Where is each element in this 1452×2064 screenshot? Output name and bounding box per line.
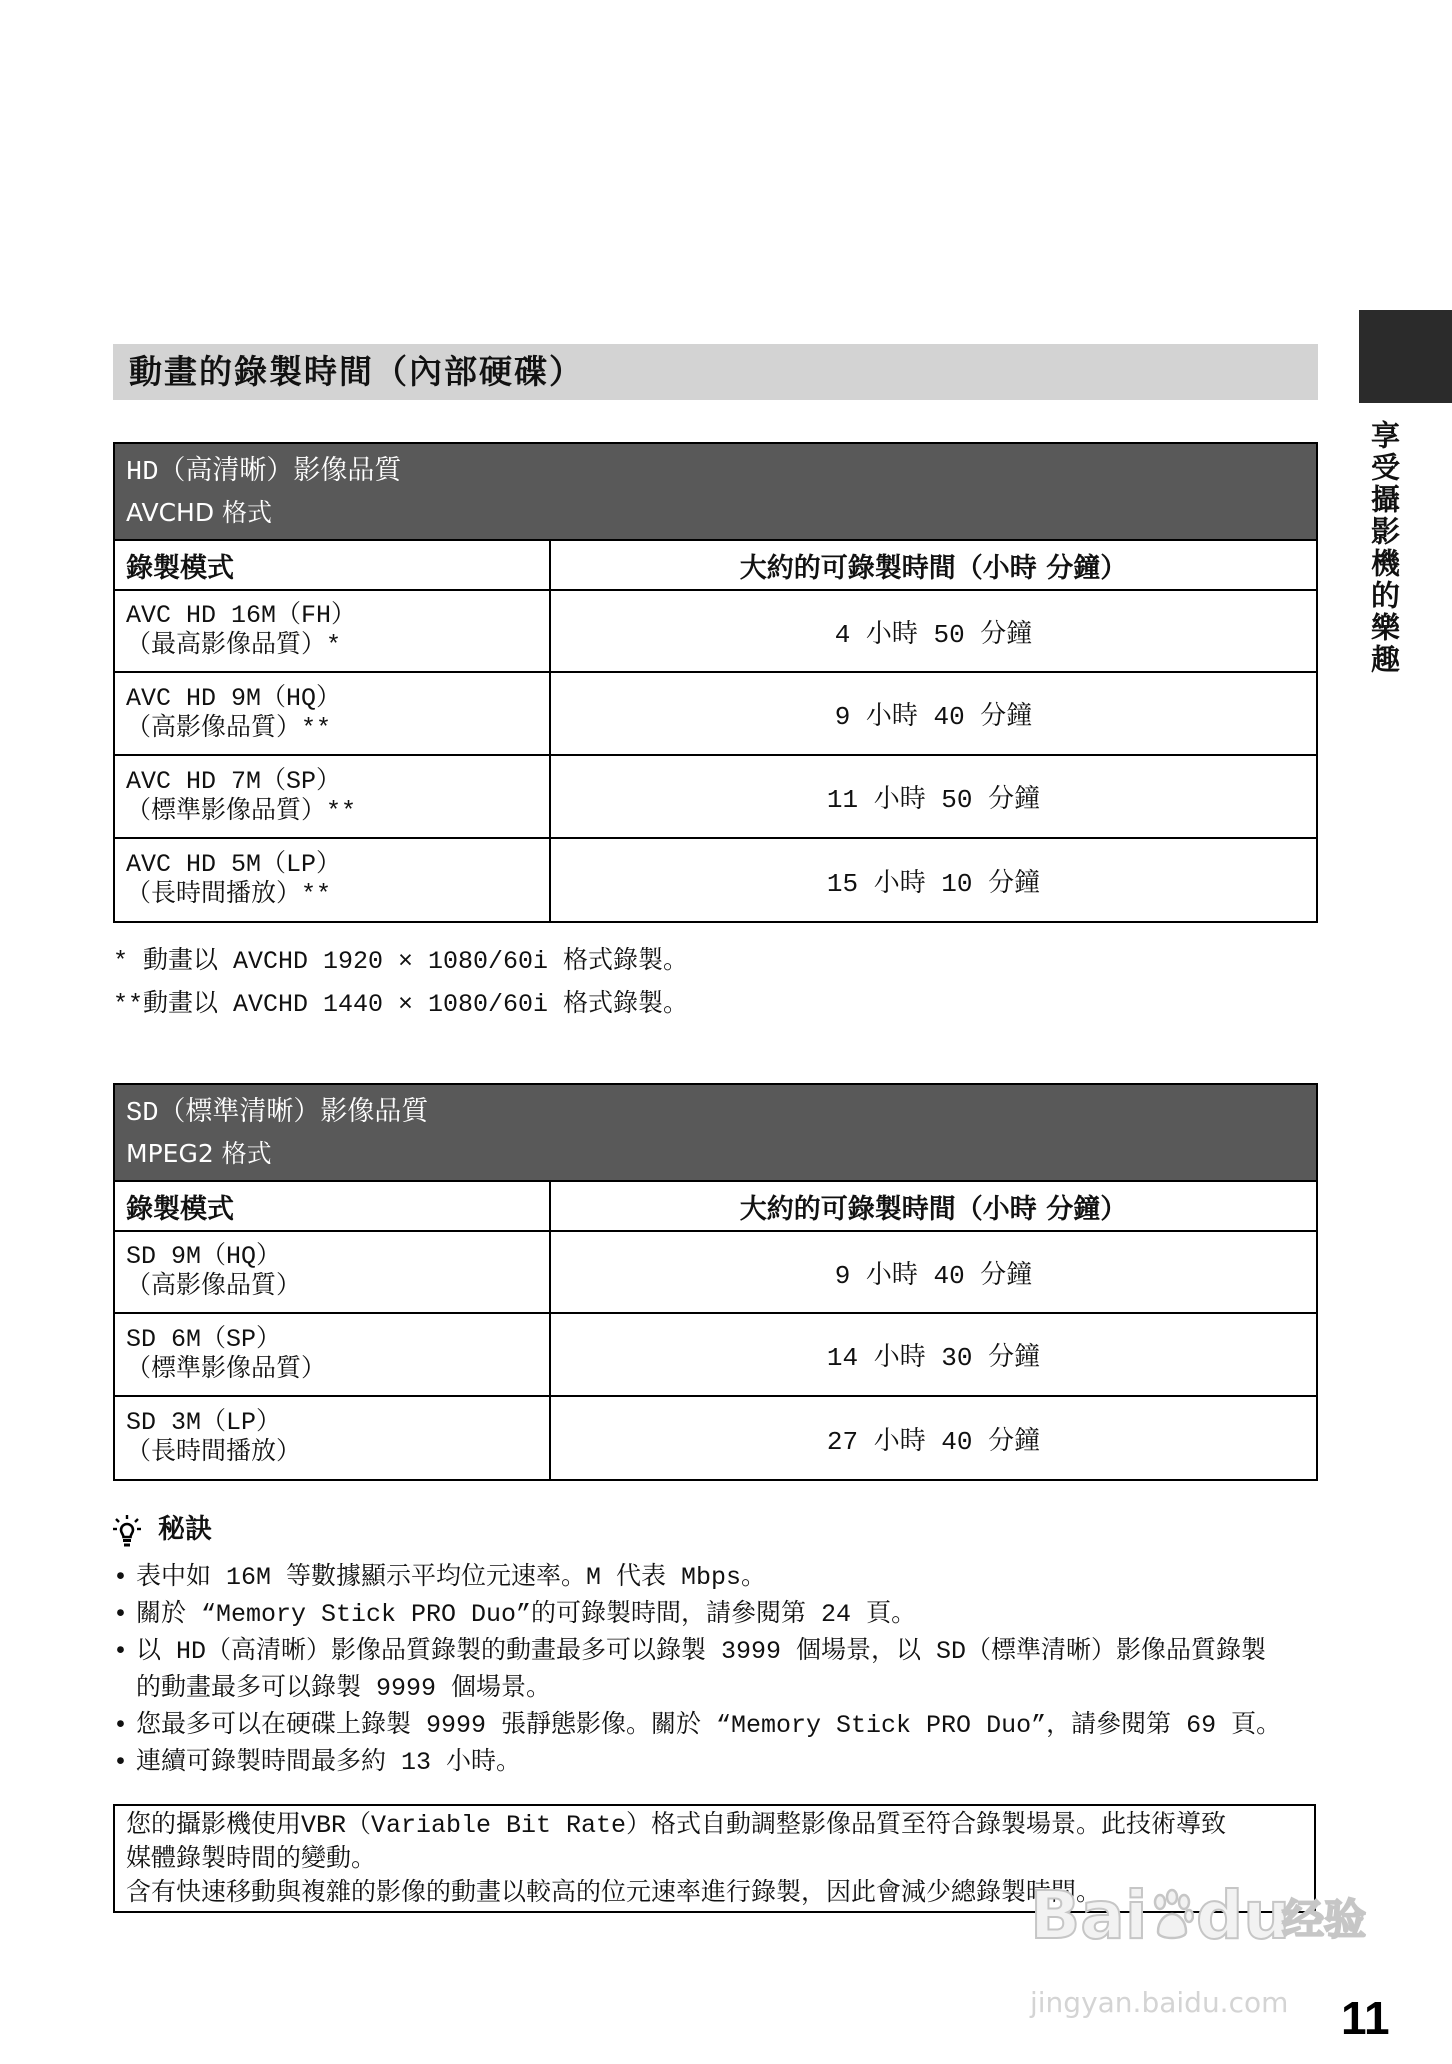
recording-time-cell: 14 小時 30 分鐘 — [550, 1313, 1317, 1396]
mode-description: （長時間播放）** — [126, 880, 332, 909]
page-number: 11 — [1341, 1992, 1390, 2044]
tip-text: 表中如 16M 等數據顯示平均位元速率。M 代表 Mbps。 — [136, 1563, 767, 1592]
watermark-url: jingyan.baidu.com — [1030, 1986, 1289, 2019]
mode-description: （高影像品質）** — [126, 713, 332, 743]
table-row — [114, 755, 1317, 838]
footnote: * 動畫以 AVCHD 1920 × 1080/60i 格式錄製。 — [113, 947, 689, 976]
tip-text: 您最多可以在硬碟上錄製 9999 張靜態影像。關於 “Memory Stick PRO Duo”，請參閱第 69 頁。 — [136, 1711, 1282, 1740]
table-row — [114, 1313, 1317, 1396]
mode-description: （標準影像品質）** — [126, 796, 357, 826]
bullet: • — [113, 1748, 129, 1777]
table-row — [114, 838, 1317, 922]
mode-name: AVC HD 5M（LP） — [126, 850, 342, 879]
table-row — [114, 672, 1317, 755]
table-quality-header: HD（高清晰）影像品質 — [114, 443, 1317, 492]
recording-mode-cell — [114, 1313, 550, 1396]
list-item — [113, 1596, 1318, 1633]
watermark-brand-left: Bai — [1030, 1877, 1148, 1954]
note-text: 含有快速移動與複雜的影像的動畫以較高的位元速率進行錄製，因此會減少總錄製時間。 — [126, 1879, 1102, 1908]
column-header-time: 大約的可錄製時間（小時 分鐘） — [550, 1181, 1317, 1231]
sd-recording-time-table — [113, 1083, 1318, 1481]
recording-mode-cell — [114, 838, 550, 922]
bullet: • — [113, 1563, 129, 1592]
recording-mode-cell — [114, 1231, 550, 1313]
mode-name: AVC HD 9M（HQ） — [126, 683, 342, 713]
paw-icon — [1150, 1888, 1194, 1944]
list-item — [113, 1633, 1318, 1707]
recording-time-cell: 4 小時 50 分鐘 — [550, 590, 1317, 672]
mode-description: （最高影像品質）* — [126, 631, 342, 660]
tip-text: 連續可錄製時間最多約 13 小時。 — [136, 1748, 522, 1777]
tip-text: 的動畫最多可以錄製 9999 個場景。 — [136, 1674, 552, 1703]
recording-time-cell: 11 小時 50 分鐘 — [550, 755, 1317, 838]
recording-mode-cell — [114, 590, 550, 672]
list-item — [113, 1744, 1318, 1781]
recording-time-cell: 15 小時 10 分鐘 — [550, 838, 1317, 922]
mode-name: AVC HD 16M（FH） — [126, 601, 357, 630]
tip-text: 以 HD（高清晰）影像品質錄製的動畫最多可以錄製 3999 個場景，以 SD（標準清晰）影像品質錄製 — [136, 1637, 1267, 1666]
column-header-time: 大約的可錄製時間（小時 分鐘） — [550, 540, 1317, 590]
list-item — [113, 1559, 1318, 1596]
footnotes — [113, 940, 688, 1026]
recording-mode-cell — [114, 1396, 550, 1480]
note-text: 您的攝影機使用VBR（Variable Bit Rate）格式自動調整影像品質至符合錄製場景。此技術導致 — [126, 1811, 1227, 1840]
bullet: • — [113, 1600, 129, 1629]
tips-list — [113, 1559, 1318, 1781]
bullet: • — [113, 1637, 129, 1666]
mode-name: AVC HD 7M（SP） — [126, 766, 342, 796]
tips-heading: 秘訣 — [158, 1514, 212, 1545]
table-row — [114, 590, 1317, 672]
footnote: **動畫以 AVCHD 1440 × 1080/60i 格式錄製。 — [113, 990, 689, 1019]
tip-text: 關於 “Memory Stick PRO Duo”的可錄製時間，請參閱第 24 頁。 — [136, 1600, 917, 1629]
chapter-tab-block — [1359, 310, 1452, 403]
bullet: • — [113, 1711, 129, 1740]
column-header-mode: 錄製模式 — [114, 1181, 550, 1231]
table-format-header: MPEG2 格式 — [114, 1133, 1317, 1181]
table-row — [114, 1396, 1317, 1480]
mode-name: SD 3M（LP） — [126, 1408, 282, 1437]
mode-description: （標準影像品質） — [126, 1354, 327, 1384]
recording-time-cell: 9 小時 40 分鐘 — [550, 1231, 1317, 1313]
watermark-label: 经验 — [1282, 1895, 1367, 1944]
section-title: 動畫的錄製時間（內部硬碟） — [113, 344, 1318, 400]
note-text: 媒體錄製時間的變動。 — [126, 1845, 377, 1874]
table-format-header: AVCHD 格式 — [114, 492, 1317, 540]
table-row — [114, 1231, 1317, 1313]
watermark-brand-right: du — [1196, 1877, 1291, 1954]
mode-description: （長時間播放） — [126, 1438, 302, 1467]
recording-mode-cell — [114, 672, 550, 755]
recording-time-cell: 27 小時 40 分鐘 — [550, 1396, 1317, 1480]
recording-time-cell: 9 小時 40 分鐘 — [550, 672, 1317, 755]
mode-description: （高影像品質） — [126, 1272, 302, 1301]
mode-name: SD 9M（HQ） — [126, 1242, 282, 1271]
list-item — [113, 1707, 1318, 1744]
chapter-tab-label: 享受攝影機的樂趣 — [1367, 420, 1401, 676]
recording-mode-cell — [114, 755, 550, 838]
table-quality-header: SD（標準清晰）影像品質 — [114, 1084, 1317, 1133]
hd-recording-time-table — [113, 442, 1318, 923]
mode-name: SD 6M（SP） — [126, 1324, 282, 1354]
lightbulb-icon — [113, 1514, 141, 1548]
column-header-mode: 錄製模式 — [114, 540, 550, 590]
